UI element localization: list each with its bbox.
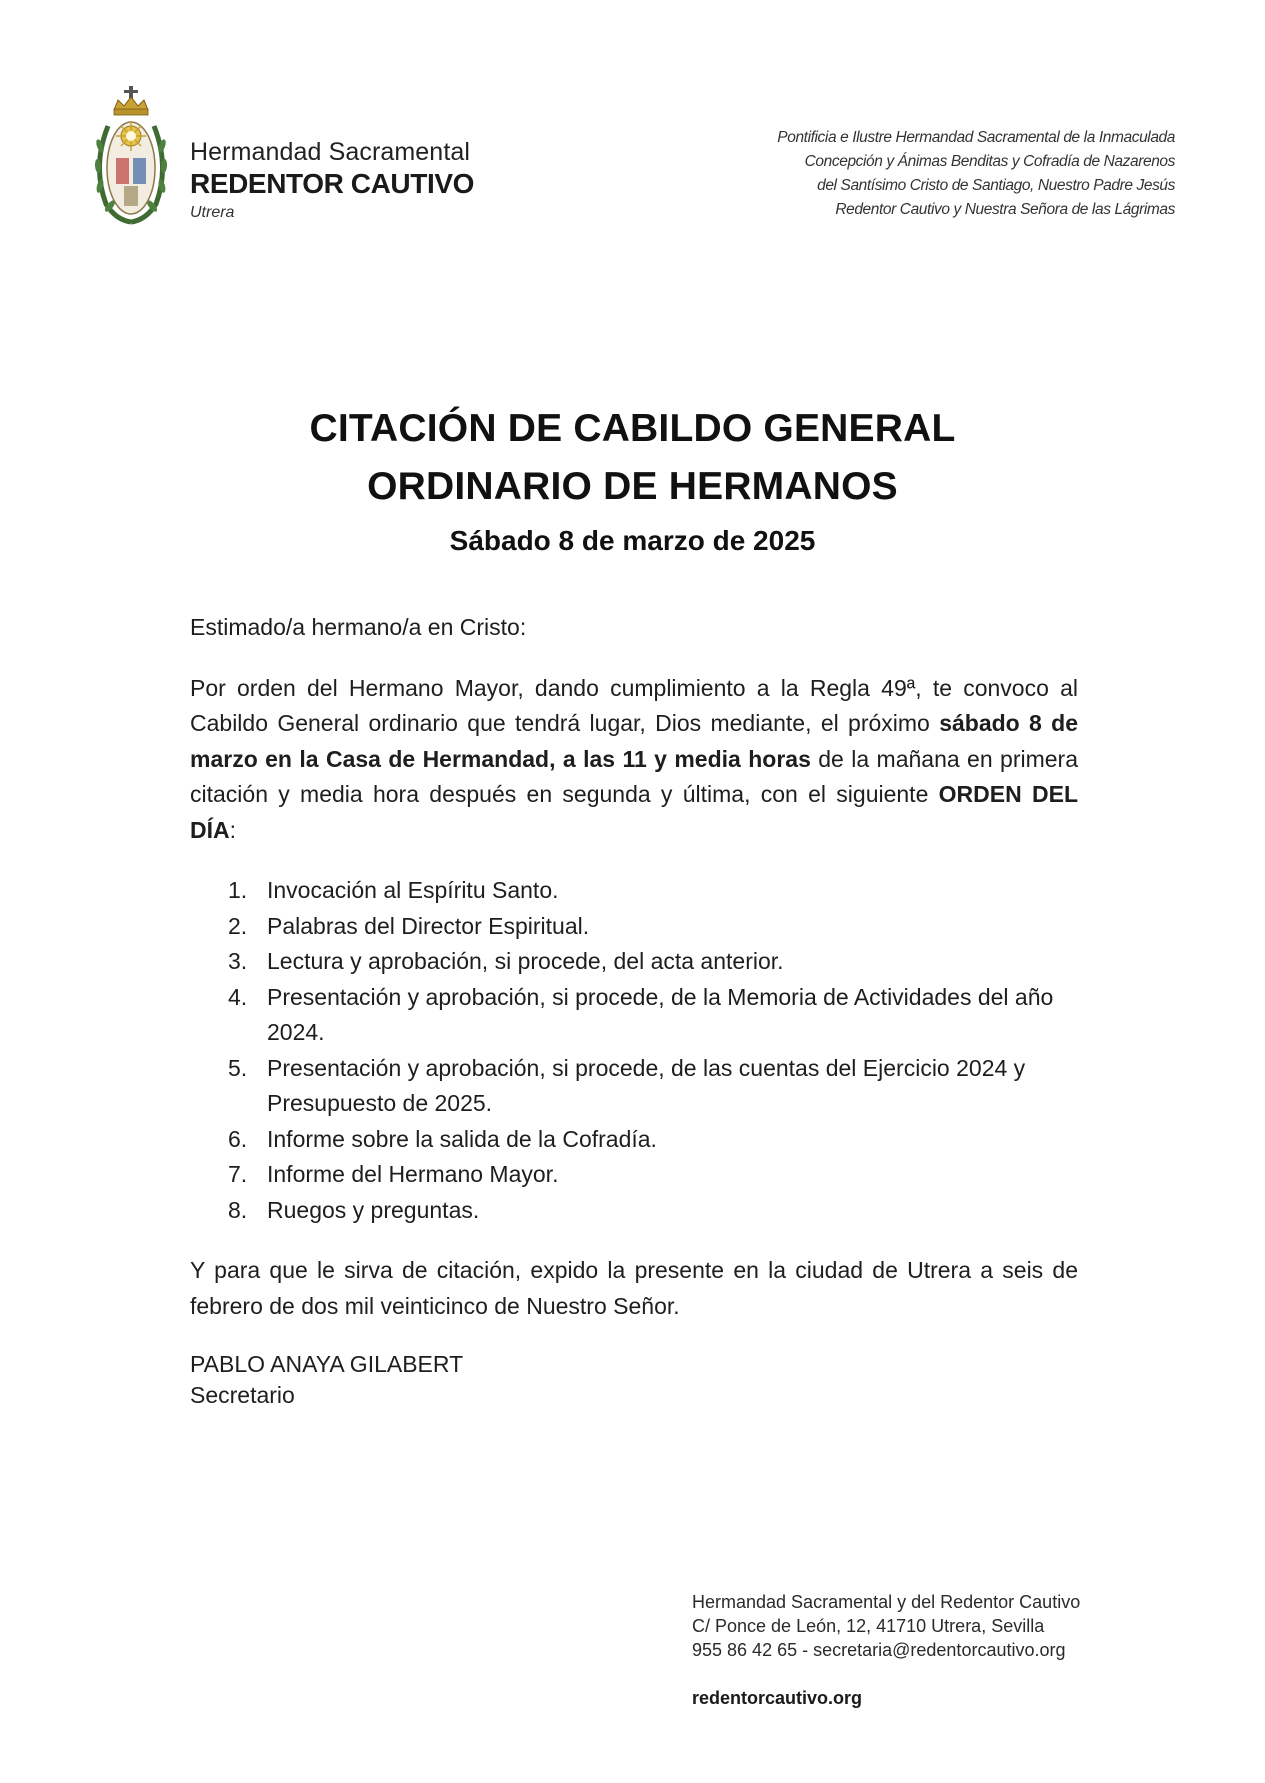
agenda-item — [190, 909, 1078, 945]
letter-body — [190, 610, 1078, 1411]
logo-line3: Utrera — [190, 204, 235, 221]
agenda-item-number: 6. — [228, 1125, 248, 1152]
logo-line2: REDENTOR CAUTIVO — [190, 168, 474, 199]
footer-address: C/ Ponce de León, 12, 41710 Utrera, Sevilla — [692, 1616, 1045, 1636]
agenda-item-number: 1. — [228, 877, 248, 903]
agenda-item — [190, 1193, 1078, 1229]
signatory-role: Secretario — [190, 1382, 295, 1408]
agenda-item-number: 7. — [228, 1161, 248, 1187]
agenda-item-text: Invocación al Espíritu Santo. — [267, 877, 559, 903]
convocation-highlight: sábado 8 de marzo en la Casa de Hermandad, a las 11 y media horas — [190, 710, 1079, 772]
document-title — [0, 400, 1265, 564]
agenda-item-number: 4. — [228, 983, 248, 1010]
title-line1: CITACIÓN DE CABILDO GENERAL — [309, 407, 956, 450]
agenda-item-text: Informe del Hermano Mayor. — [267, 1161, 559, 1187]
convocation-text-3: : — [229, 816, 237, 843]
footer-org-name: Hermandad Sacramental y del Redentor Cautivo — [692, 1592, 1081, 1612]
convocation-text-1: Por orden del Hermano Mayor, dando cumplimiento a la Regla 49ª, te convoco al Cabildo General ordinario que tendrá lugar, Dios mediante, el próximo — [190, 674, 1078, 736]
agenda-item — [190, 944, 1078, 980]
official-name-line: del Santísimo Cristo de Santiago, Nuestro Padre Jesús — [817, 177, 1175, 194]
title-line2: ORDINARIO DE HERMANOS — [367, 465, 898, 508]
agenda-list — [190, 873, 1078, 1228]
agenda-item — [190, 1051, 1078, 1122]
agenda-item — [190, 873, 1078, 909]
agenda-item-text: Lectura y aprobación, si procede, del acta anterior. — [267, 948, 784, 974]
agenda-item-number: 8. — [228, 1196, 248, 1223]
agenda-item — [190, 980, 1078, 1051]
official-name-block — [655, 126, 1175, 222]
brotherhood-crest-icon — [88, 86, 174, 228]
agenda-item-text: Palabras del Director Espiritual. — [267, 912, 590, 939]
logo-line1: Hermandad Sacramental — [190, 138, 471, 166]
agenda-item — [190, 1157, 1078, 1193]
agenda-item-text: Presentación y aprobación, si procede, de las cuentas del Ejercicio 2024 y Presupuesto de 2025. — [267, 1054, 1026, 1116]
contact-footer — [692, 1590, 1080, 1710]
agenda-item — [190, 1122, 1078, 1158]
official-name-line: Redentor Cautivo y Nuestra Señora de las Lágrimas — [835, 201, 1175, 218]
convocation-text-2: de la mañana en primera citación y media hora después en segunda y última, con el siguiente — [190, 745, 1078, 807]
agenda-item-number: 5. — [228, 1054, 248, 1081]
official-name-line: Concepción y Ánimas Benditas y Cofradía de Nazarenos — [804, 153, 1175, 170]
convocation-paragraph — [190, 671, 1078, 849]
greeting: Estimado/a hermano/a en Cristo: — [190, 614, 527, 640]
agenda-item-text: Informe sobre la salida de la Cofradía. — [267, 1125, 657, 1152]
official-name-line: Pontificia e Ilustre Hermandad Sacramental de la Inmaculada — [777, 129, 1175, 146]
agenda-item-text: Ruegos y preguntas. — [267, 1196, 480, 1223]
meeting-date: Sábado 8 de marzo de 2025 — [449, 525, 816, 556]
footer-phone-email: 955 86 42 65 - secretaria@redentorcautivo.org — [692, 1640, 1066, 1660]
footer-website-link[interactable]: redentorcautivo.org — [692, 1688, 863, 1708]
logo-wordmark — [190, 138, 474, 222]
agenda-item-number: 2. — [228, 912, 248, 939]
agenda-heading: ORDEN DEL DÍA — [190, 781, 1079, 843]
agenda-item-number: 3. — [228, 948, 248, 974]
agenda-item-text: Presentación y aprobación, si procede, de la Memoria de Actividades del año 2024. — [267, 983, 1054, 1045]
signatory-name: PABLO ANAYA GILABERT — [190, 1351, 464, 1377]
closing-paragraph: Y para que le sirva de citación, expido la presente en la ciudad de Utrera a seis de febrero de dos mil veinticinco de Nuestro Señor. — [190, 1257, 1078, 1319]
